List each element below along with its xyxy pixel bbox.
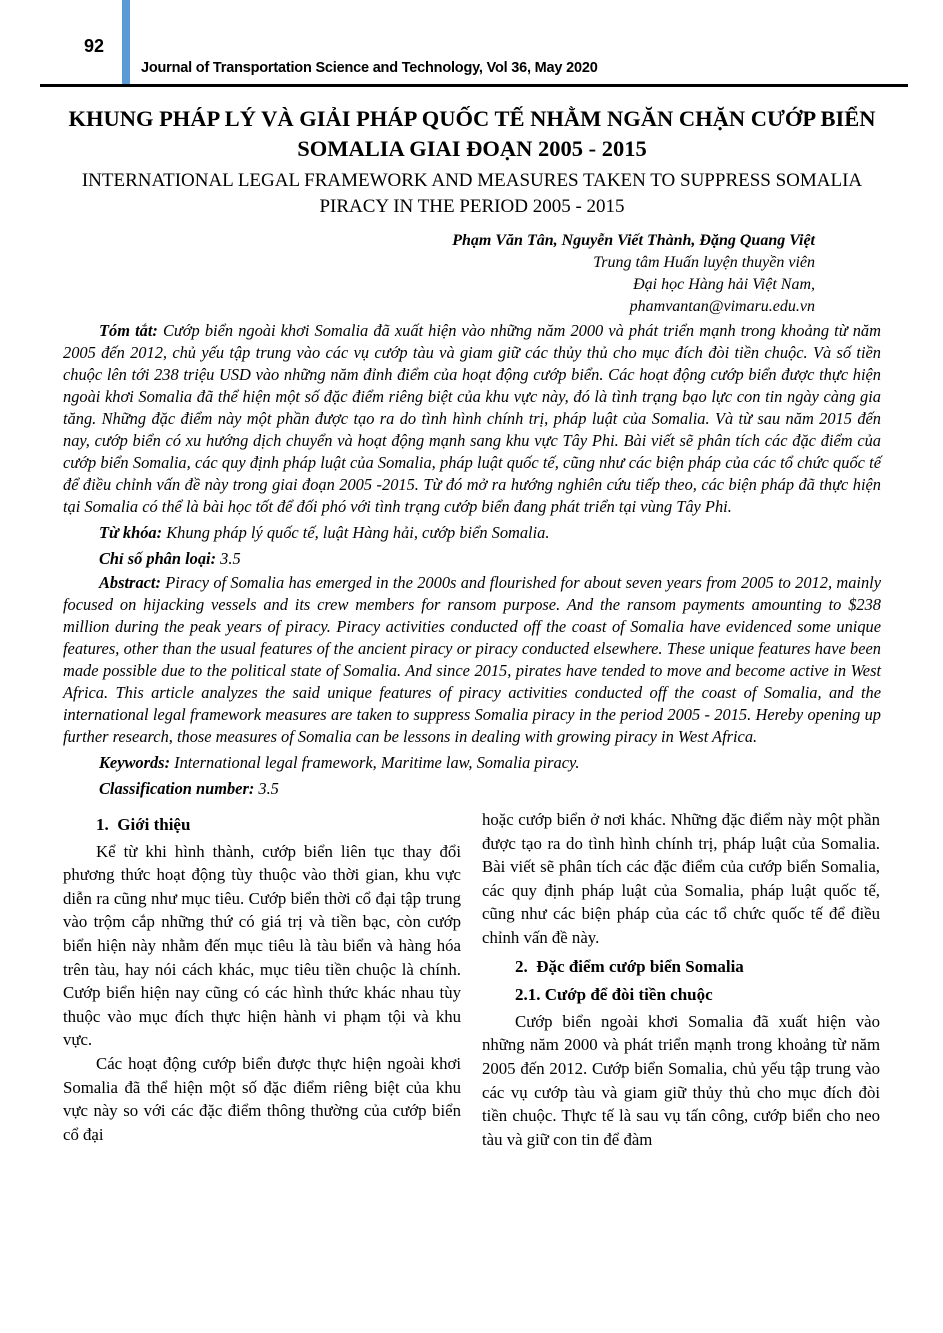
page-number: 92 [84,36,105,56]
section-2-1-heading: 2.1. Cướp để đòi tiền chuộc [515,985,713,1005]
keywords-vi [63,522,881,544]
abstract-vi-label: Tóm tắt: [99,321,158,340]
section-2-1-paragraph-1: Cướp biển ngoài khơi Somalia đã xuất hiện vào những năm 2000 và phát triển mạnh trong khoảng từ năm 2005 đến 2012. Cướp biển Somalia, chủ yếu tập trung vào các vụ cướp tàu và giam giữ thủy thủ cho mục đích đòi tiền chuộc. Thực tế là sau vụ tấn công, cướp biển cho neo tàu và giữ con tin để đàm [482,1011,880,1149]
section-1-paragraph-2: Các hoạt động cướp biển được thực hiện ngoài khơi Somalia đã thể hiện một số đặc điểm riêng biệt của khu vực này so với các đặc điểm thông thường của cướp biển cổ đại [63,1053,461,1144]
author-names: Phạm Văn Tân, Nguyễn Viết Thành, Đặng Quang Việt [452,232,815,249]
article-title-vi: KHUNG PHÁP LÝ VÀ GIẢI PHÁP QUỐC TẾ NHẰM NGĂN CHẶN CƯỚP BIỂN SOMALIA GIAI ĐOẠN 2005 - 2015 [68,106,876,161]
section-1-paragraph-2-continued: hoặc cướp biển ở nơi khác. Những đặc điểm này một phần được tạo ra do tình hình chính trị, pháp luật của Somalia. Bài viết sẽ phân tích các đặc điểm của cướp biển Somalia, các quy định pháp luật của Somalia, pháp luật quốc tế, cũng như các biện pháp của các tổ chức quốc tế để điều chỉnh vấn đề này. [482,810,880,947]
classification-en-label: Classification number: [99,779,255,798]
affiliation-line-1: Trung tâm Huấn luyện thuyền viên [593,254,815,271]
abstract-vi-text: Cướp biển ngoài khơi Somalia đã xuất hiện vào những năm 2000 và phát triển mạnh trong khoảng từ năm 2005 đến 2012, chủ yếu tập trung vào các vụ cướp tàu và giam giữ các thủy thủ cho mục đích đòi tiền chuộc. Và số tiền chuộc lên tới 238 triệu USD vào những năm đỉnh điểm của hoạt động cướp biển. Các hoạt động cướp biển được thực hiện ngoài khơi Somalia đã thể hiện một số đặc điểm riêng biệt của khu vực này, đó là tình trạng bạo lực con tin ngày càng gia tăng. Những đặc điểm này một phần được tạo ra do tình hình chính trị, pháp luật của Somalia. Và từ sau năm 2015 đến nay, cướp biển có xu hướng dịch chuyển và hoạt động mạnh sang khu vực Tây Phi. Bài viết sẽ phân tích các đặc điểm của cướp biển Somalia, các quy định pháp luật của Somalia, pháp luật quốc tế, cũng như các biện pháp của các tổ chức quốc tế để điều chỉnh vấn đề này trong giai đoạn 2005 -2015. Từ đó mở ra hướng nghiên cứu tiếp theo, các biện pháp đã thực hiện tại Somalia có thể là bài học tốt để đối phó với tình trạng cướp biển đang phát triển tại vùng Tây Phi. [63,321,881,516]
abstract-en-label: Abstract: [99,573,161,592]
classification-vi-label: Chỉ số phân loại: [99,549,217,568]
classification-en [63,778,881,800]
journal-title: Journal of Transportation Science and Technology, Vol 36, May 2020 [141,60,598,76]
right-column [482,808,880,1151]
keywords-en [63,752,881,774]
section-2-heading: 2. Đặc điểm cướp biển Somalia [515,956,744,976]
article-title-en: INTERNATIONAL LEGAL FRAMEWORK AND MEASURES TAKEN TO SUPPRESS SOMALIA PIRACY IN THE PERIOD 2005 - 2015 [81,170,863,217]
affiliation-line-2: Đại học Hàng hải Việt Nam, [633,276,815,293]
header-accent-bar [122,0,130,85]
abstract-vi [63,320,881,518]
header-rule [40,84,908,87]
author-email: phamvantan@vimaru.edu.vn [629,298,815,315]
abstract-en-text: Piracy of Somalia has emerged in the 2000s and flourished for about seven years from 2005 to 2012, mainly focused on hijacking vessels and its crew members for ransom purpose. And the ransom payments amounting to $238 million during the peak years of piracy. Piracy activities conducted off the coast of Somalia have evidenced some unique features, other than the usual features of the ancient piracy or piracy conducted elsewhere. These unique features have been made possible due to the political state of Somalia. And since 2015, pirates have tended to move and become active in West Africa. This article analyzes the said unique features of piracy activities conducted off the coast of Somalia, and the international legal framework measures are taken to suppress Somalia piracy in the period 2005 - 2015. Hereby opening up further research, those measures of Somalia can be lessons in dealing with growing piracy in West Africa. [63,573,881,746]
classification-vi-value: 3.5 [220,549,241,568]
abstract-en [63,572,881,748]
left-column [63,808,461,1151]
classification-en-value: 3.5 [258,779,279,798]
article-content [63,104,881,1151]
author-block [63,230,881,318]
two-column-body [63,808,881,1151]
keywords-vi-text: Khung pháp lý quốc tế, luật Hàng hải, cướp biển Somalia. [166,523,550,542]
keywords-en-text: International legal framework, Maritime law, Somalia piracy. [174,753,580,772]
section-1-heading: 1. Giới thiệu [96,815,191,834]
section-1-paragraph-1: Kể từ khi hình thành, cướp biển liên tục thay đổi phương thức hoạt động tùy thuộc vào thời gian, khu vực diễn ra cũng như mục tiêu. Cướp biển thời cổ đại tập trung vào trộm cắp những thứ có giá trị và tiền bạc, còn cướp biển hiện này nhằm đến mục tiêu là tàu biển và hàng hóa trên tàu, hay nói cách khác, mục tiêu tiền chuộc là chính. Cướp biển hiện nay cũng có các hình thức khác nhau tùy thuộc vào mục đích thực hiện hành vi phạm tội và khu vực. [63,841,461,1050]
keywords-vi-label: Từ khóa: [99,523,163,542]
classification-vi [63,548,881,570]
keywords-en-label: Keywords: [99,753,171,772]
